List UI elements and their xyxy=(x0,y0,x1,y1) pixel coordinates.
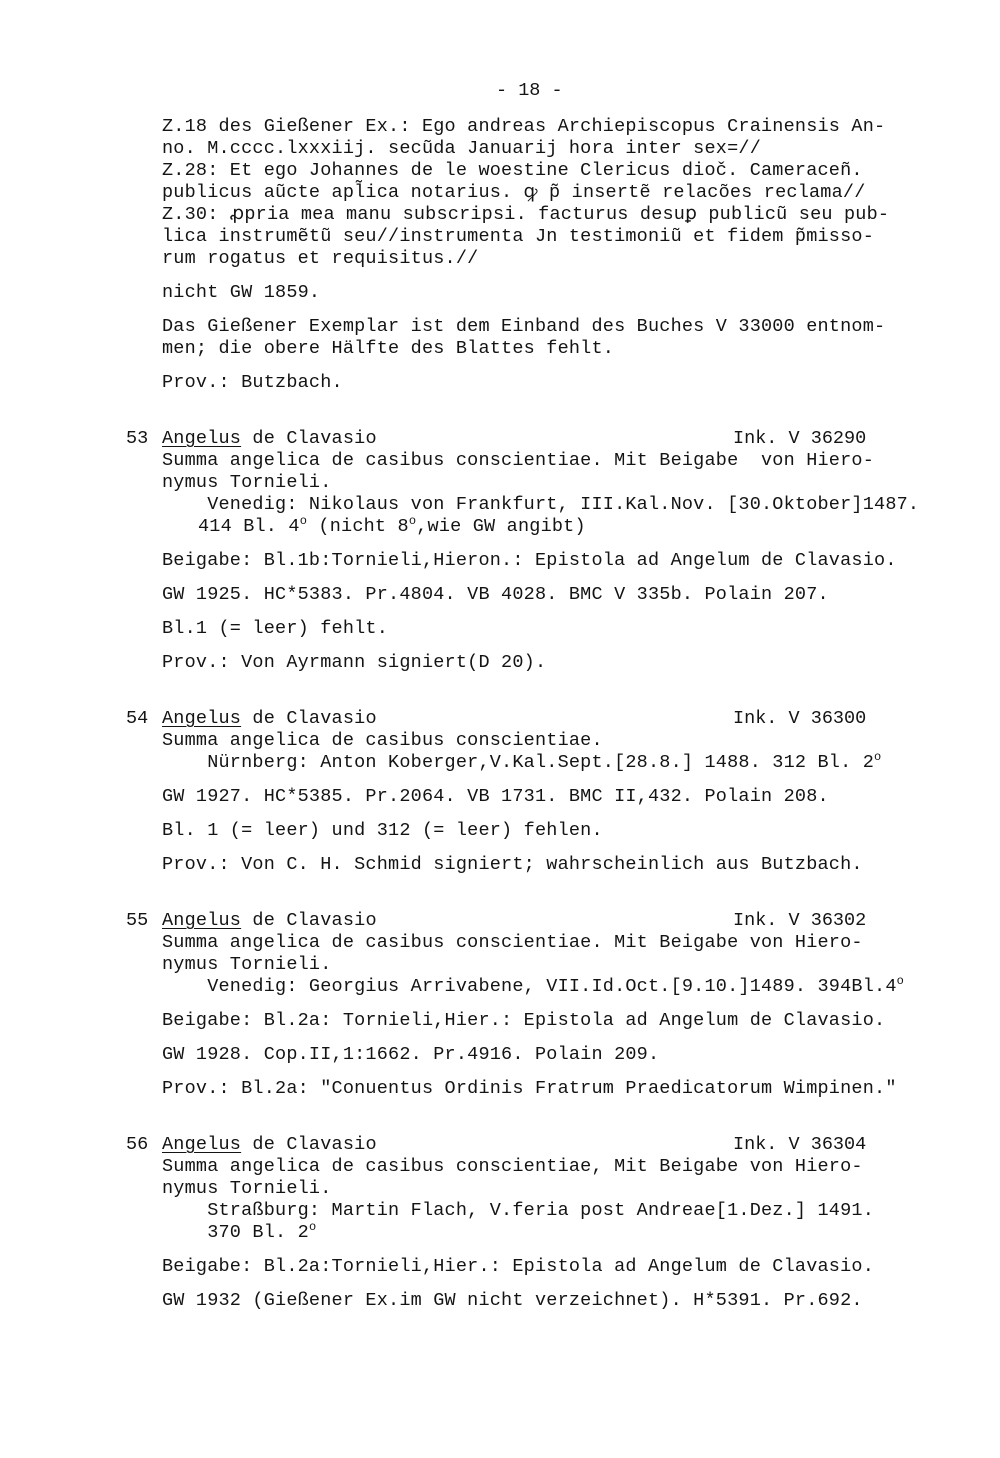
entry-line: 370 Bl. 2$^o$ xyxy=(162,1220,317,1243)
entry-line: Beigabe: Bl.1b:Tornieli,Hieron.: Epistola ad Angelum de Clavasio. xyxy=(162,550,897,571)
intro-line: Das Gießener Exemplar ist dem Einband des Buches V 33000 entnom- xyxy=(162,316,886,337)
entry-line: nymus Tornieli. xyxy=(162,472,332,493)
entry-line: GW 1928. Cop.II,1:1662. Pr.4916. Polain 209. xyxy=(162,1044,660,1065)
entry-author: Angelus xyxy=(162,708,242,729)
shelf-mark: Ink. V 36304 xyxy=(733,1134,867,1155)
entry-line: GW 1932 (Gießener Ex.im GW nicht verzeichnet). H*5391. Pr.692. xyxy=(162,1290,863,1311)
entry-author-rest: de Clavasio xyxy=(241,910,377,931)
intro-line: Prov.: Butzbach. xyxy=(162,372,343,393)
intro-line: Z.28: Et ego Johannes de le woestine Clericus dioč. Cameraceñ. xyxy=(162,160,863,181)
entry-author-rest: de Clavasio xyxy=(241,708,377,729)
entry-heading xyxy=(162,428,377,450)
page-number: - 18 - xyxy=(496,80,563,101)
entry-line: Summa angelica de casibus conscientiae. xyxy=(162,730,603,751)
intro-line: no. M.cccc.lxxxiij. secũda Januarij hora inter sex=// xyxy=(162,138,761,159)
entry-line: Prov.: Von C. H. Schmid signiert; wahrscheinlich aus Butzbach. xyxy=(162,854,863,875)
entry-line: Prov.: Von Ayrmann signiert(D 20). xyxy=(162,652,547,673)
shelf-mark: Ink. V 36300 xyxy=(733,708,867,729)
entry-line: Nürnberg: Anton Koberger,V.Kal.Sept.[28.8.] 1488. 312 Bl. 2$^o$ xyxy=(162,750,882,773)
entry-heading xyxy=(162,1134,377,1156)
shelf-mark: Ink. V 36290 xyxy=(733,428,867,449)
entry-line: nymus Tornieli. xyxy=(162,954,332,975)
entry-author-rest: de Clavasio xyxy=(241,428,377,449)
entry-line: Beigabe: Bl.2a:Tornieli,Hier.: Epistola ad Angelum de Clavasio. xyxy=(162,1256,875,1277)
entry-number: 53 xyxy=(126,428,149,449)
shelf-mark: Ink. V 36302 xyxy=(733,910,867,931)
entry-line: Bl.1 (= leer) fehlt. xyxy=(162,618,389,639)
entry-author-rest: de Clavasio xyxy=(241,1134,377,1155)
entry-line: Summa angelica de casibus conscientiae. Mit Beigabe von Hiero- xyxy=(162,932,863,953)
intro-line: lica instrumẽtũ seu//instrumenta Jn testimoniũ et fidem p̃misso- xyxy=(162,226,875,247)
entry-line: Prov.: Bl.2a: "Conuentus Ordinis Fratrum Praedicatorum Wimpinen." xyxy=(162,1078,897,1099)
entry-line: Summa angelica de casibus conscientiae. Mit Beigabe von Hiero- xyxy=(162,450,875,471)
intro-line: men; die obere Hälfte des Blattes fehlt. xyxy=(162,338,615,359)
intro-line: publicus aũcte apl̃ica notarius. ꝙ p̃ insertẽ relacões reclama// xyxy=(162,182,866,203)
entry-line: nymus Tornieli. xyxy=(162,1178,332,1199)
entry-line: Summa angelica de casibus conscientiae, Mit Beigabe von Hiero- xyxy=(162,1156,863,1177)
entry-author: Angelus xyxy=(162,1134,242,1155)
entry-line: Straßburg: Martin Flach, V.feria post Andreae[1.Dez.] 1491. xyxy=(162,1200,875,1221)
entry-author: Angelus xyxy=(162,428,242,449)
entry-line: Venedig: Georgius Arrivabene, VII.Id.Oct.[9.10.]1489. 394Bl.4$^o$ xyxy=(162,974,905,997)
entry-line: Venedig: Nikolaus von Frankfurt, III.Kal.Nov. [30.Oktober]1487. xyxy=(162,494,920,515)
intro-line: rum rogatus et requisitus.// xyxy=(162,248,479,269)
entry-number: 55 xyxy=(126,910,149,931)
entry-line: GW 1925. HC*5383. Pr.4804. VB 4028. BMC V 335b. Polain 207. xyxy=(162,584,829,605)
entry-number: 54 xyxy=(126,708,149,729)
intro-line: nicht GW 1859. xyxy=(162,282,321,303)
intro-line: Z.18 des Gießener Ex.: Ego andreas Archiepiscopus Crainensis An- xyxy=(162,116,886,137)
entry-line: Beigabe: Bl.2a: Tornieli,Hier.: Epistola ad Angelum de Clavasio. xyxy=(162,1010,886,1031)
entry-number: 56 xyxy=(126,1134,149,1155)
entry-line: GW 1927. HC*5385. Pr.2064. VB 1731. BMC II,432. Polain 208. xyxy=(162,786,829,807)
intro-line: Z.30: ꝓpria mea manu subscripsi. facturus desuꝑ publicũ seu pub- xyxy=(162,204,890,225)
entry-author: Angelus xyxy=(162,910,242,931)
entry-line: Bl. 1 (= leer) und 312 (= leer) fehlen. xyxy=(162,820,603,841)
entry-line: 414 Bl. 4$^o$ (nicht 8$^o$,wie GW angibt) xyxy=(198,514,586,537)
entry-heading xyxy=(162,910,377,932)
entry-heading xyxy=(162,708,377,730)
